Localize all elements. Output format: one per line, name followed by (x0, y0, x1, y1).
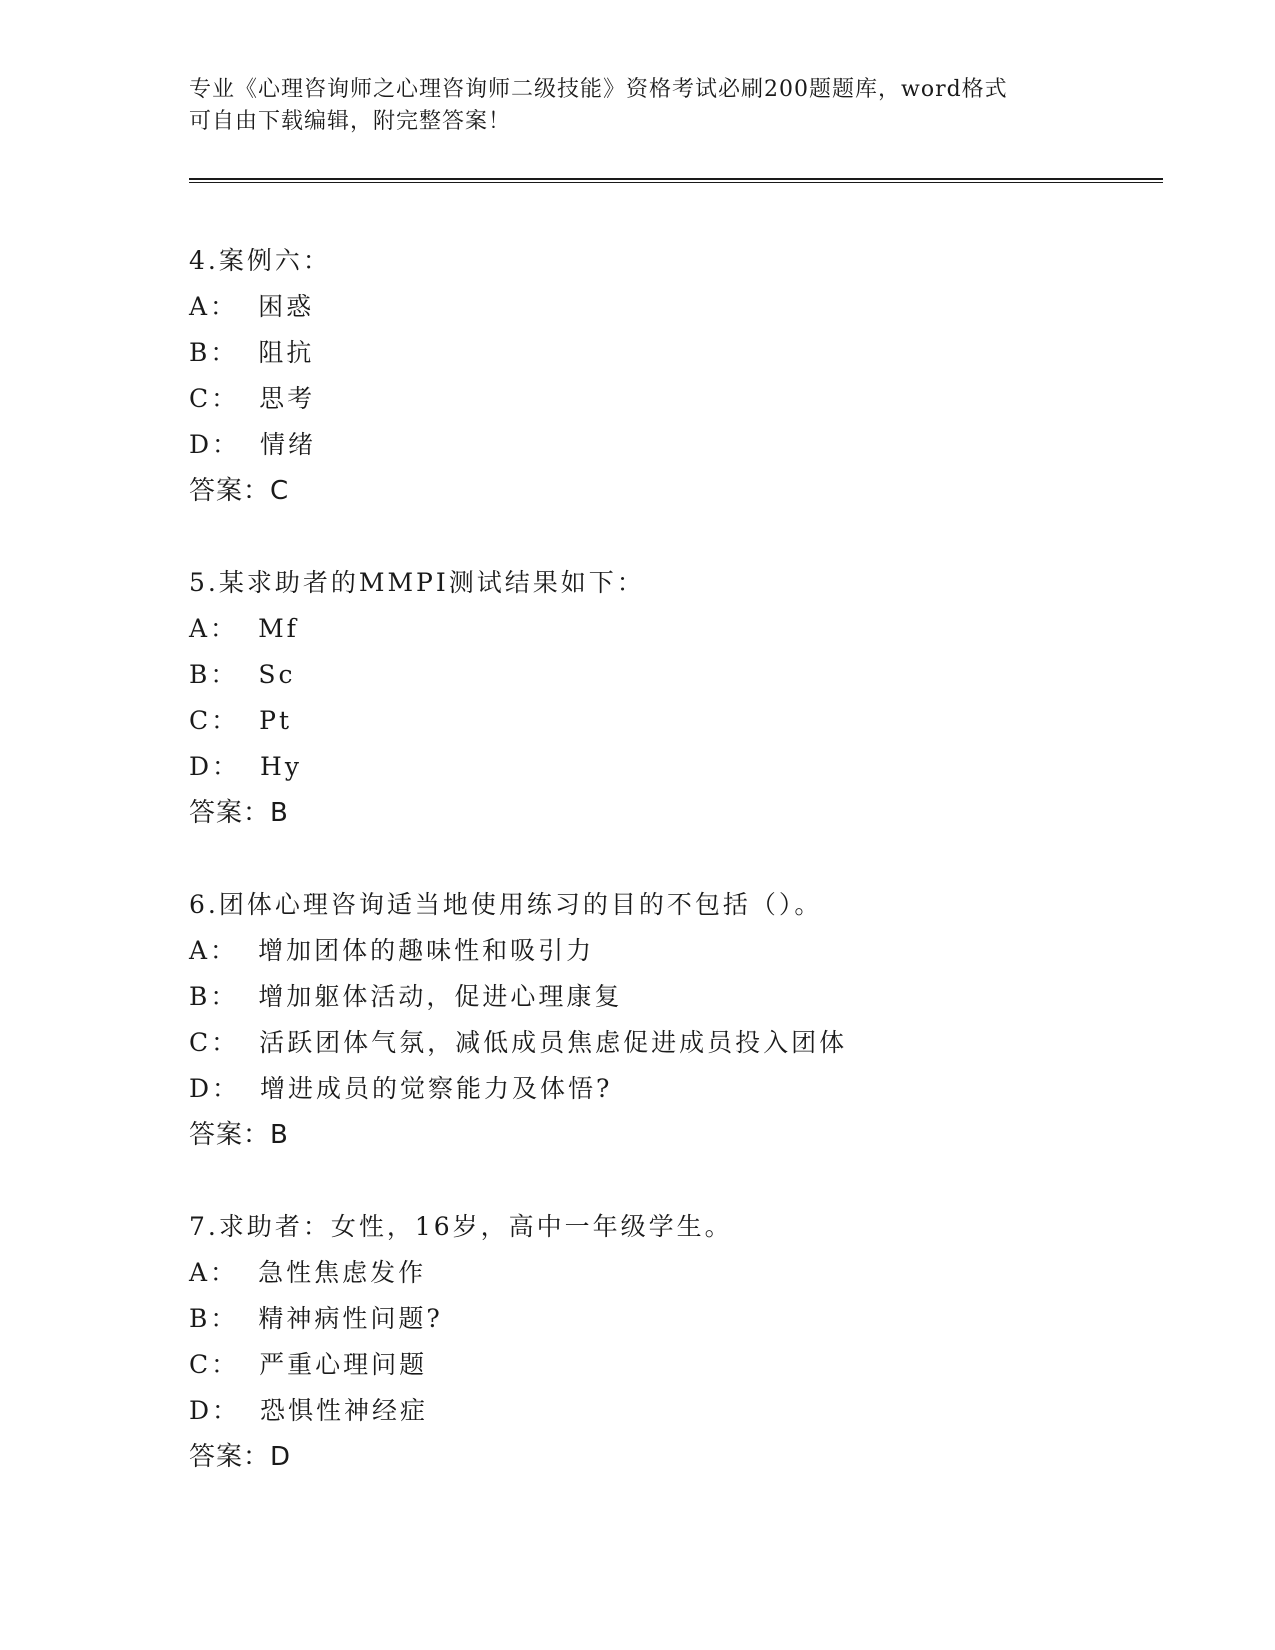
option-key: C： (189, 706, 240, 735)
header-line-1: 专业《心理咨询师之心理咨询师二级技能》资格考试必刷200题题库，word格式 (189, 77, 1008, 102)
question-stem: 5.某求助者的MMPI测试结果如下： (189, 568, 645, 597)
option-text: Hy (260, 752, 302, 781)
question-5 (189, 560, 1149, 836)
option-text: 急性焦虑发作 (258, 1258, 427, 1287)
option-key: C： (189, 1028, 240, 1057)
option-text: 思考 (259, 384, 316, 413)
option-text: Pt (259, 706, 293, 735)
option-d (189, 422, 1149, 468)
option-text: 活跃团体气氛，减低成员焦虑促进成员投入团体 (259, 1028, 848, 1057)
option-text: 阻抗 (258, 338, 315, 367)
option-key: D： (189, 430, 241, 459)
option-key: A： (189, 614, 239, 643)
option-key: B： (189, 660, 239, 689)
option-key: C： (189, 1350, 240, 1379)
question-stem: 7.求助者：女性，16岁，高中一年级学生。 (189, 1212, 733, 1241)
option-key: D： (189, 752, 241, 781)
option-b (189, 330, 1149, 376)
header-line-2: 可自由下载编辑，附完整答案！ (189, 109, 512, 134)
question-7 (189, 1204, 1149, 1480)
option-b (189, 1296, 1149, 1342)
option-a (189, 1250, 1149, 1296)
option-key: B： (189, 338, 239, 367)
question-6 (189, 882, 1149, 1158)
option-c (189, 698, 1149, 744)
option-key: D： (189, 1074, 241, 1103)
option-text: 增进成员的觉察能力及体悟? (260, 1074, 613, 1103)
option-b (189, 652, 1149, 698)
option-text: 严重心理问题 (259, 1350, 428, 1379)
option-text: 增加躯体活动，促进心理康复 (258, 982, 623, 1011)
option-d (189, 1066, 1149, 1112)
document-header (189, 74, 1089, 138)
option-c (189, 376, 1149, 422)
option-a (189, 606, 1149, 652)
option-d (189, 1388, 1149, 1434)
header-divider (189, 178, 1163, 183)
option-text: Mf (258, 614, 299, 643)
option-text: 情绪 (260, 430, 317, 459)
option-text: Sc (258, 660, 296, 689)
option-text: 精神病性问题? (258, 1304, 443, 1333)
question-list (189, 238, 1149, 1526)
option-key: A： (189, 1258, 239, 1287)
answer-line: 答案：D (189, 1442, 292, 1472)
question-4 (189, 238, 1149, 514)
option-text: 困惑 (258, 292, 315, 321)
option-key: C： (189, 384, 240, 413)
option-c (189, 1342, 1149, 1388)
option-key: A： (189, 936, 239, 965)
question-stem: 6.团体心理咨询适当地使用练习的目的不包括（）。 (189, 890, 823, 919)
option-d (189, 744, 1149, 790)
option-text: 恐惧性神经症 (260, 1396, 429, 1425)
option-key: D： (189, 1396, 241, 1425)
option-key: A： (189, 292, 239, 321)
answer-line: 答案：B (189, 798, 289, 828)
option-a (189, 284, 1149, 330)
option-a (189, 928, 1149, 974)
option-key: B： (189, 1304, 239, 1333)
answer-line: 答案：B (189, 1120, 289, 1150)
option-text: 增加团体的趣味性和吸引力 (258, 936, 595, 965)
option-key: B： (189, 982, 239, 1011)
option-c (189, 1020, 1149, 1066)
option-b (189, 974, 1149, 1020)
answer-line: 答案：C (189, 476, 290, 506)
question-stem: 4.案例六： (189, 246, 331, 275)
